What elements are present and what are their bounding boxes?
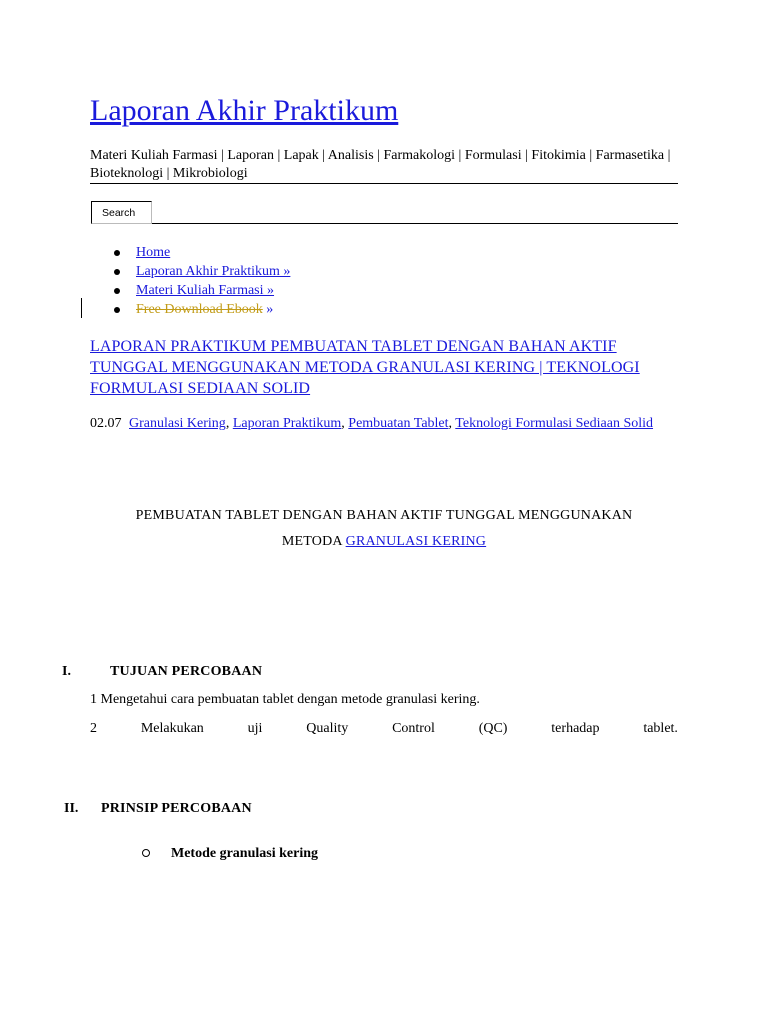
section-title-prinsip: PRINSIP PERCOBAAN	[101, 801, 252, 816]
aim-item-1: 1 Mengetahui cara pembuatan tablet dengan metode granulasi kering.	[90, 692, 480, 707]
aim-word: 2	[90, 721, 97, 736]
nav-item-materi	[114, 281, 290, 300]
aim-word: uji	[247, 721, 263, 736]
aim-word: Control	[392, 721, 435, 736]
label-link-granulasi-kering[interactable]: Granulasi Kering	[129, 416, 226, 431]
label-separator: ,	[225, 416, 233, 431]
text-cursor	[81, 298, 82, 318]
section-number: I.	[62, 664, 71, 679]
bullet-icon	[114, 250, 120, 256]
search-button[interactable]: Search	[91, 201, 152, 224]
document-heading-prefix: METODA	[281, 534, 346, 549]
heading-link-granulasi-kering[interactable]: GRANULASI KERING	[345, 534, 487, 549]
bullet-icon	[114, 307, 120, 313]
label-separator: ,	[341, 416, 349, 431]
label-link-laporan-praktikum[interactable]: Laporan Praktikum	[232, 416, 342, 431]
header-divider	[90, 183, 678, 184]
nav-link-free-download-ebook[interactable]: Free Download Ebook	[136, 302, 263, 317]
document-heading-line2	[90, 529, 678, 555]
nav-item-ebook	[114, 300, 290, 319]
category-list: Materi Kuliah Farmasi | Laporan | Lapak | Analisis | Farmakologi | Formulasi | Fitokimia | Farmasetika | Bioteknologi | Mikrobiologi	[90, 148, 671, 181]
search-divider	[152, 223, 678, 224]
nav-link-materi-kuliah-farmasi[interactable]: Materi Kuliah Farmasi »	[136, 283, 275, 298]
label-separator: ,	[448, 416, 456, 431]
nav-menu	[114, 243, 290, 319]
label-link-teknologi-formulasi[interactable]: Teknologi Formulasi Sediaan Solid	[455, 416, 654, 431]
aim-word: tablet.	[643, 721, 678, 736]
aim-word: (QC)	[478, 721, 508, 736]
nav-item-home	[114, 243, 290, 262]
document-heading-line1: PEMBUATAN TABLET DENGAN BAHAN AKTIF TUNGGAL MENGGUNAKAN	[135, 508, 633, 523]
section-number: II.	[64, 801, 79, 816]
aim-item-2	[90, 720, 678, 738]
post-date: 02.07	[90, 416, 122, 431]
principle-item: Metode granulasi kering	[171, 846, 318, 861]
nav-link-laporan-akhir-praktikum[interactable]: Laporan Akhir Praktikum »	[136, 264, 291, 279]
aim-word: Quality	[306, 721, 349, 736]
bullet-icon	[114, 269, 120, 275]
post-meta	[90, 414, 680, 433]
label-link-pembuatan-tablet[interactable]: Pembuatan Tablet	[348, 416, 449, 431]
nav-link-home[interactable]: Home	[136, 245, 171, 260]
document-heading	[90, 503, 678, 555]
site-title-link[interactable]: Laporan Akhir Praktikum	[90, 94, 399, 127]
nav-item-laporan	[114, 262, 290, 281]
section-title-tujuan: TUJUAN PERCOBAAN	[110, 664, 263, 679]
aim-word: Melakukan	[140, 721, 204, 736]
aim-word: terhadap	[551, 721, 600, 736]
post-title-link[interactable]: LAPORAN PRAKTIKUM PEMBUATAN TABLET DENGAN BAHAN AKTIF TUNGGAL MENGGUNAKAN METODA GRANULASI KERING | TEKNOLOGI FORMULASI SEDIAAN SOLID	[90, 338, 640, 397]
nav-item-suffix: »	[262, 302, 274, 317]
bullet-icon	[114, 288, 120, 294]
circle-bullet-icon	[142, 849, 150, 857]
